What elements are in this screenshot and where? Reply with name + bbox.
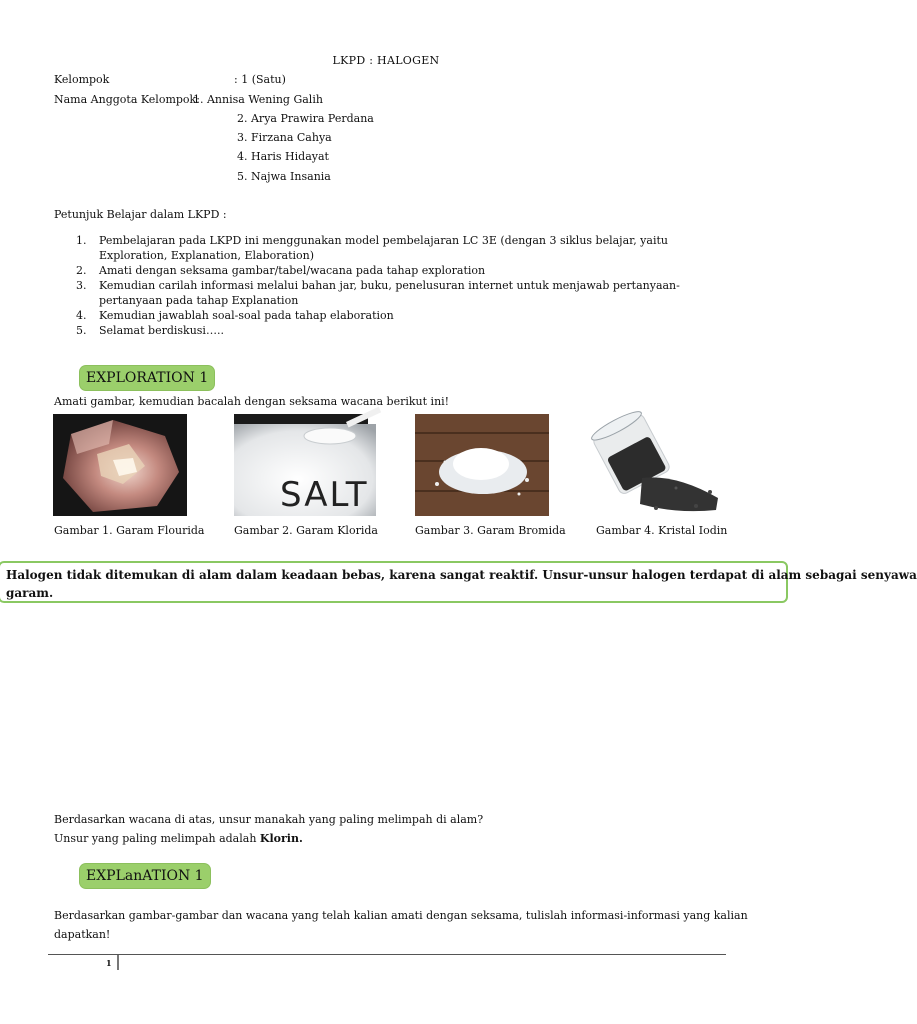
members-label: Nama Anggota Kelompok: [54,93,200,106]
bromide-salt-pile-photo [415,414,549,516]
group-value: : 1 (Satu) [234,73,286,86]
page-number: 1 [106,958,112,968]
iodine-crystal-jar-photo [596,414,726,516]
footer-rule [48,954,726,955]
document-title: LKPD : HALOGEN [332,54,440,67]
exploration-badge: EXPLORATION 1 [80,366,214,390]
answer-text [54,832,303,845]
callout-line-2: garam. [6,586,54,600]
caption-3: Gambar 3. Garam Bromida [415,524,566,537]
instructions-list [54,233,734,338]
caption-4: Gambar 4. Kristal Iodin [596,524,728,537]
group-label: Kelompok [54,73,110,86]
instruction-number: 3. [76,279,87,292]
instruction-item [54,263,734,278]
instruction-text: Pembelajaran pada LKPD ini menggunakan model pembelajaran LC 3E (dengan 3 siklus belajar, yaitu Exploration, Explanation, Elaboration) [99,234,668,262]
instruction-text: Kemudian carilah informasi melalui bahan jar, buku, penelusuran internet untuk menjawab pertanyaan-pertanyaan pada tahap Explanation [99,279,680,307]
salt-photo [234,414,368,516]
answer-prefix: Unsur yang paling melimpah adalah [54,832,260,845]
instruction-item [54,323,734,338]
question-text: Berdasarkan wacana di atas, unsur manakah yang paling melimpah di alam? [54,813,484,826]
callout-line-1: Halogen tidak ditemukan di alam dalam keadaan bebas, karena sangat reaktif. Unsur-unsur halogen terdapat di alam sebagai senyawa [6,568,917,582]
instruction-text: Selamat berdiskusi….. [99,324,224,337]
explanation-text-1: Berdasarkan gambar-gambar dan wacana yang telah kalian amati dengan seksama, tulislah informasi-informasi yang kalian [54,909,748,922]
exploration-intro: Amati gambar, kemudian bacalah dengan seksama wacana berikut ini! [54,395,450,408]
instructions-heading: Petunjuk Belajar dalam LKPD : [54,208,227,221]
fluorite-crystal-photo [53,414,187,516]
explanation-badge: EXPLanATION 1 [80,864,210,888]
answer-bold: Klorin. [259,832,303,845]
instruction-number: 1. [76,234,87,247]
halogen-callout [0,561,917,603]
instruction-number: 2. [76,264,87,277]
explanation-text-2: dapatkan! [54,928,111,941]
caption-2: Gambar 2. Garam Klorida [234,524,378,537]
instruction-item [54,233,734,263]
member-3: 3. Firzana Cahya [237,131,332,144]
instruction-text: Kemudian jawablah soal-soal pada tahap elaboration [99,309,394,322]
member-4: 4. Haris Hidayat [237,150,329,163]
instruction-number: 4. [76,309,87,322]
page-number-bar [117,955,119,970]
caption-1: Gambar 1. Garam Flourida [54,524,205,537]
instruction-item [54,308,734,323]
salt-word: SALT [280,475,369,515]
member-2: 2. Arya Prawira Perdana [237,112,374,125]
instruction-number: 5. [76,324,87,337]
member-5: 5. Najwa Insania [237,170,331,183]
member-1: 1. Annisa Wening Galih [193,93,323,106]
instruction-text: Amati dengan seksama gambar/tabel/wacana pada tahap exploration [99,264,486,277]
instruction-item [54,278,734,308]
